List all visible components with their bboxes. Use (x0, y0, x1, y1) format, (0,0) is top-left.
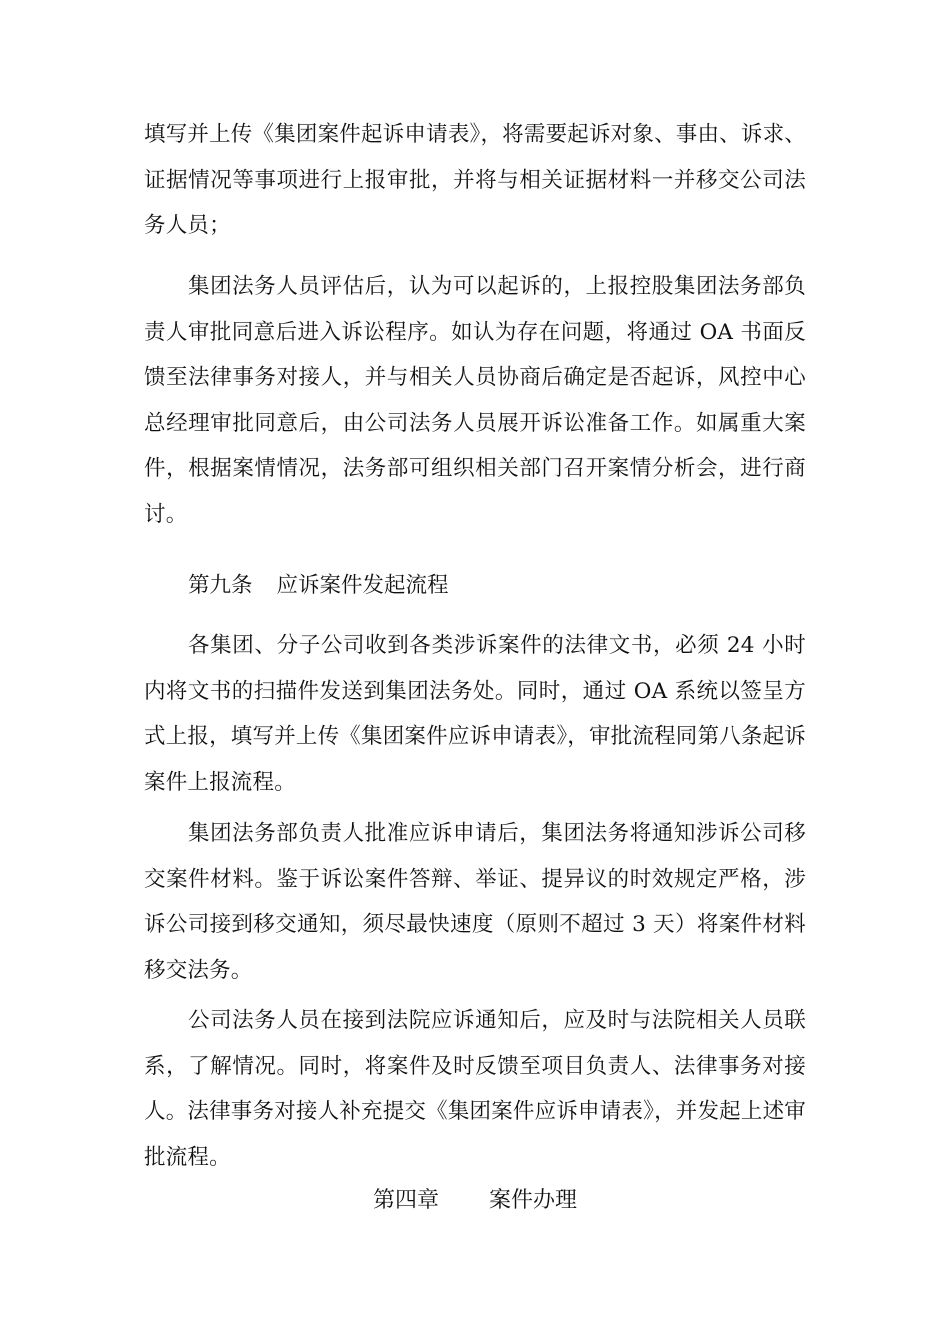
paragraph-legal-evaluation: 集团法务人员评估后，认为可以起诉的，上报控股集团法务部负责人审批同意后进入诉讼程序。如认为存在问题，将通过 OA 书面反馈至法律事务对接人，并与相关人员协商后确定是否起诉，风控中心总经理审批同意后，由公司法务人员展开诉讼准备工作。如属重大案件，根据案情情况，法务部可组织相关部门召开案情分析会，进行商讨。 (144, 274, 806, 527)
chapter-number: 第四章 (372, 1188, 439, 1213)
paragraph-response-initiation: 各集团、分子公司收到各类涉诉案件的法律文书，必须 24 小时内将文书的扫描件发送到集团法务处。同时，通过 OA 系统以签呈方式上报，填写并上传《集团案件应诉申请表》，审批流程同第八条起诉案件上报流程。 (144, 633, 806, 795)
article-title: 应诉案件发起流程 (276, 573, 449, 598)
chapter-title: 案件办理 (489, 1188, 578, 1213)
chapter-heading (0, 1178, 950, 1224)
paragraph-material-transfer: 集团法务部负责人批准应诉申请后，集团法务将通知涉诉公司移交案件材料。鉴于诉讼案件答辩、举证、提异议的时效规定严格，涉诉公司接到移交通知，须尽最快速度（原则不超过 3 天）将案件材料移交法务。 (144, 821, 806, 983)
article-number: 第九条 (188, 573, 253, 598)
paragraph-submission-continued: 填写并上传《集团案件起诉申请表》，将需要起诉对象、事由、诉求、证据情况等事项进行上报审批，并将与相关证据材料一并移交公司法务人员； (144, 122, 806, 238)
paragraph-court-notice: 公司法务人员在接到法院应诉通知后，应及时与法院相关人员联系，了解情况。同时，将案件及时反馈至项目负责人、法律事务对接人。法律事务对接人补充提交《集团案件应诉申请表》，并发起上述审批流程。 (144, 1008, 806, 1170)
article-heading (188, 563, 449, 609)
